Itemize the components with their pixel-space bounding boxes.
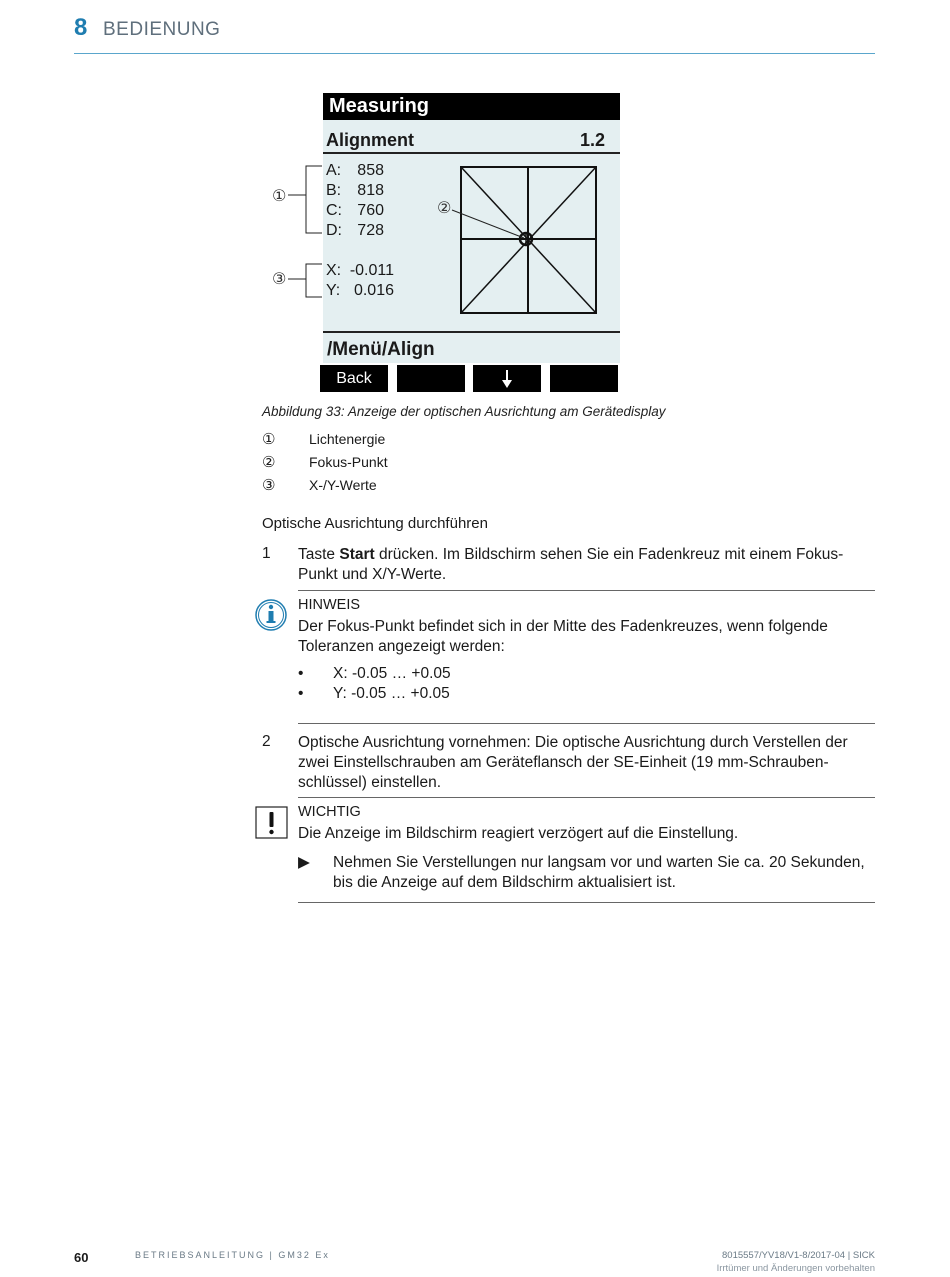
exclamation-icon [255, 806, 288, 839]
note-bullet-2: • Y: -0.05 … +0.05 [298, 685, 450, 702]
light-value-a: A: 858 [326, 162, 384, 179]
legend-symbol-3: ③ [262, 477, 276, 494]
callout-2: ② [437, 200, 452, 217]
legend-text-3: X-/Y-Werte [309, 477, 377, 493]
step-1-number: 1 [262, 545, 271, 562]
step-2-text-line1: Optische Ausrichtung vornehmen: Die optische Ausrichtung durch Verstellen der [298, 734, 848, 751]
footer-disclaimer: Irrtümer und Änderungen vorbehalten [716, 1263, 875, 1274]
important-title: WICHTIG [298, 804, 361, 820]
action-arrow-icon: ▶ [298, 854, 310, 871]
important-text: Die Anzeige im Bildschirm reagiert verzögert auf die Einstellung. [298, 825, 739, 842]
display-divider [323, 152, 620, 154]
arrow-down-icon [500, 369, 514, 389]
legend-text-2: Fokus-Punkt [309, 454, 388, 470]
callout-3: ③ [272, 271, 287, 288]
note-text-line2: Toleranzen angezeigt werden: [298, 638, 505, 655]
x-value: X: -0.011 [326, 262, 394, 279]
callout-2-leader [450, 206, 530, 246]
light-value-d: D: 728 [326, 222, 384, 239]
softkey-4 [550, 365, 618, 392]
important-action-line1: ▶ Nehmen Sie Verstellungen nur langsam vor und warten Sie ca. 20 Sekunden, [298, 854, 865, 871]
page-number: 60 [74, 1250, 89, 1265]
step-1-text: Taste Start drücken. Im Bildschirm sehen Sie ein Fadenkreuz mit einem Fokus- [298, 546, 844, 563]
note-title: HINWEIS [298, 597, 361, 613]
note-bullet-1: • X: -0.05 … +0.05 [298, 665, 451, 682]
display-divider-bottom [323, 331, 620, 333]
softkey-down [473, 365, 541, 392]
display-screen-number: 1.2 [580, 130, 606, 150]
note-bottom-rule [298, 723, 875, 724]
important-action-line2: bis die Anzeige auf dem Bildschirm aktualisiert ist. [333, 874, 676, 891]
display-menu-path: /Menü/Align [327, 339, 435, 360]
important-top-rule [298, 797, 875, 798]
callout-1-bracket [286, 164, 326, 236]
light-value-b: B: 818 [326, 182, 384, 199]
footer-document-title: BETRIEBSANLEITUNG | GM32 Ex [135, 1250, 330, 1260]
legend-symbol-1: ① [262, 431, 276, 448]
y-value: Y: 0.016 [326, 282, 394, 299]
note-top-rule [298, 590, 875, 591]
callout-3-bracket [286, 262, 326, 300]
header-rule [74, 53, 875, 54]
step-2-number: 2 [262, 733, 271, 750]
section-title: Optische Ausrichtung durchführen [262, 515, 488, 532]
step-2-text-line2: zwei Einstellschrauben am Geräteflansch der SE-Einheit (19 mm-Schrauben- [298, 754, 829, 771]
softkey-back: Back [320, 365, 388, 392]
chapter-title: BEDIENUNG [103, 19, 221, 40]
footer-document-id: 8015557/YV18/V1-8/2017-04 | SICK [722, 1250, 875, 1261]
display-title: Measuring [323, 93, 620, 120]
note-text-line1: Der Fokus-Punkt befindet sich in der Mitte des Fadenkreuzes, wenn folgende [298, 618, 828, 635]
info-icon [255, 598, 289, 632]
softkey-2 [397, 365, 465, 392]
callout-1: ① [272, 188, 287, 205]
light-value-c: C: 760 [326, 202, 384, 219]
display-subtitle: Alignment [326, 130, 414, 150]
important-bottom-rule [298, 902, 875, 903]
chapter-number: 8 [74, 14, 88, 41]
step-1-text-line2: Punkt und X/Y-Werte. [298, 566, 447, 583]
figure-caption: Abbildung 33: Anzeige der optischen Ausrichtung am Gerätedisplay [262, 404, 666, 419]
step-2-text-line3: schlüssel) einstellen. [298, 774, 442, 791]
legend-symbol-2: ② [262, 454, 276, 471]
legend-text-1: Lichtenergie [309, 431, 386, 447]
